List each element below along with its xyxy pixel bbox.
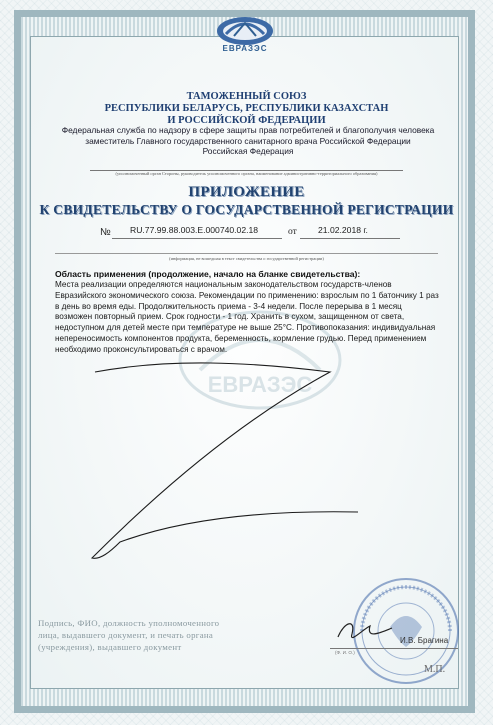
fio-caption: (Ф. И. О.)	[335, 650, 355, 655]
info-caption: (информация, не вошедшая в текст свидетельства о государственной регистрации)	[169, 256, 324, 261]
signature-caption-line-3: (учреждения), выдавшего документ	[38, 642, 182, 652]
certificate-date: 21.02.2018 г.	[318, 225, 368, 235]
date-prefix: от	[288, 227, 297, 237]
number-prefix: №	[100, 227, 111, 238]
signature-caption-line-2: лица, выдавшего документ, и печать органа	[38, 630, 214, 640]
seal-caption: М.П.	[424, 664, 446, 675]
signature-caption-line-1: Подпись, ФИО, должность уполномоченного	[38, 618, 220, 628]
official-seal-icon	[350, 575, 462, 687]
authority-line-2: заместитель Главного государственного санитарного врача Российской Федерации	[85, 135, 411, 146]
eurasec-emblem-icon	[212, 14, 278, 46]
authority-line-1: Федеральная служба по надзору в сфере защиты прав потребителей и благополучия человека	[61, 125, 435, 135]
title-line-2: К СВИДЕТЕЛЬСТВУ О ГОСУДАРСТВЕННОЙ РЕГИСТРАЦИИ	[39, 202, 454, 217]
header-line-2: РЕСПУБЛИКИ БЕЛАРУСЬ, РЕСПУБЛИКИ КАЗАХСТАН	[104, 103, 389, 114]
authority-line-3: Российская Федерация	[202, 146, 294, 156]
watermark-text: ЕВРАЗЭС	[207, 372, 313, 397]
header-line-1: ТАМОЖЕННЫЙ СОЮЗ	[186, 91, 307, 102]
emblem-label: ЕВРАЗЭС	[222, 44, 268, 53]
scope-heading: Область применения (продолжение, начало на бланке свидетельства):	[55, 269, 361, 279]
signer-name: И.В. Брагина	[400, 636, 449, 645]
eurasec-emblem	[212, 14, 278, 60]
signature-underline	[330, 648, 458, 649]
header-line-3: И РОССИЙСКОЙ ФЕДЕРАЦИИ	[167, 115, 326, 126]
title-line-1: ПРИЛОЖЕНИЕ	[188, 184, 305, 200]
authority-block	[58, 125, 438, 157]
authority-caption: (уполномоченный орган Стороны, руководитель уполномоченного органа, наименование административно-территориального образования)	[115, 171, 378, 176]
certificate-number: RU.77.99.88.003.E.000740.02.18	[130, 225, 259, 235]
scope-text: Места реализации определяются национальным законодательством государств-членов Евразийского экономического союза. Рекомендации по применению: взрослым по 1 батончику 1 раз в день во время еды. Продолжительность приема - 3-4 недели. После перерыва в 1 месяц возможен повторный прием. Срок годности - 1 год. Хранить в сухом, защищенном от света, недоступном для детей месте при температуре не выше 25°С. Противопоказания: индивидуальная непереносимость компонентов продукта, беременность, кормление грудью. Перед применением необходимо проконсультироваться с врачом.	[55, 280, 439, 354]
number-underline	[112, 238, 282, 239]
date-underline	[300, 238, 400, 239]
info-underline	[55, 253, 438, 254]
signature-caption	[38, 617, 288, 653]
